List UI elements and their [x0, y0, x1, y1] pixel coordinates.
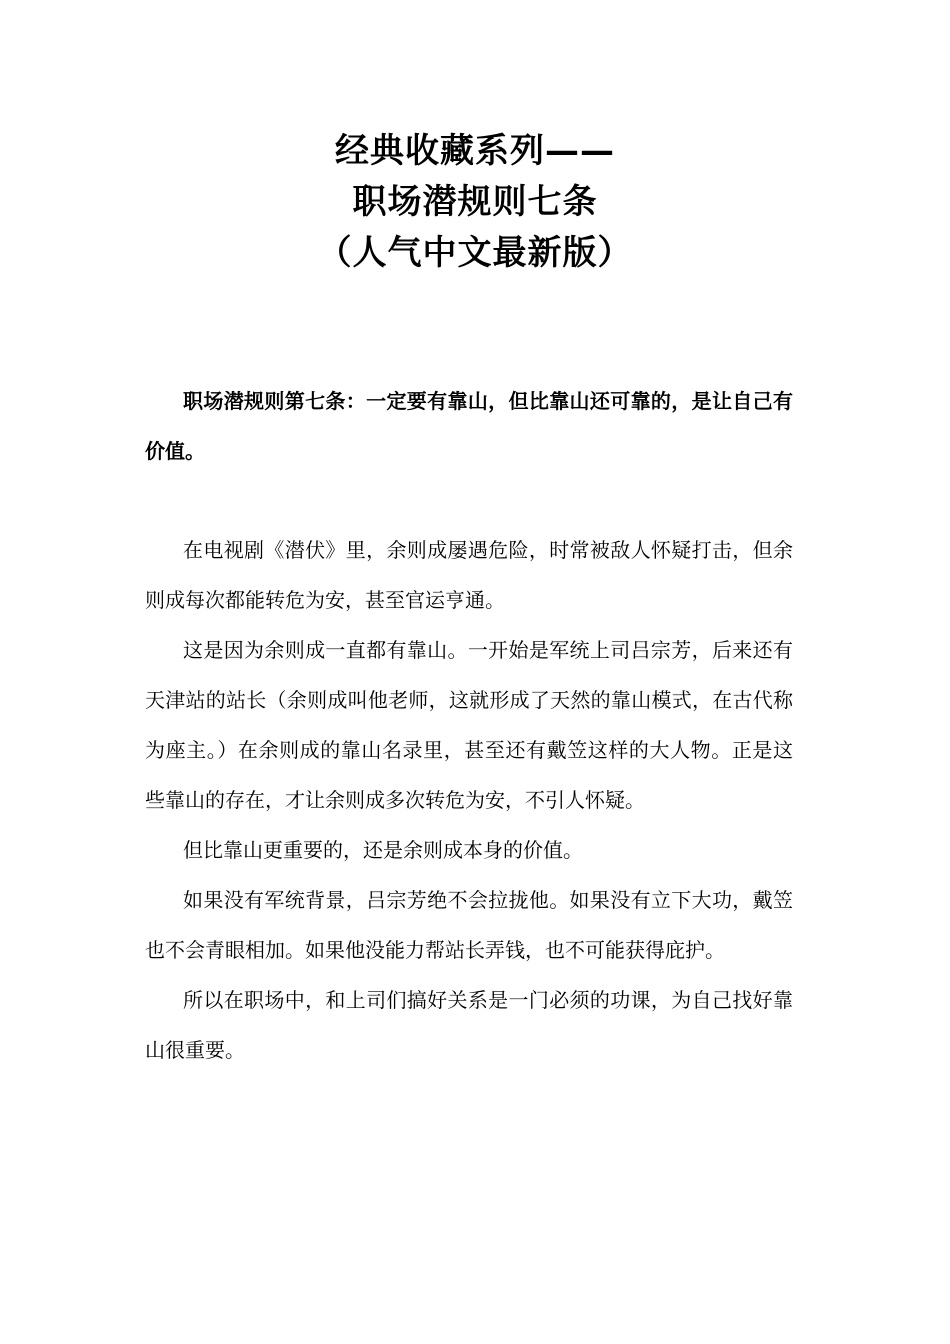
- title-line-main: 职场潜规则七条: [352, 182, 598, 222]
- paragraph: 如果没有军统背景，吕宗芳绝不会拉拢他。如果没有立下大功，戴笠也不会青眼相加。如果他没能力帮站长弄钱，也不可能获得庇护。: [145, 888, 793, 962]
- title-line-edition: （人气中文最新版）: [317, 233, 633, 273]
- paragraph: 这是因为余则成一直都有靠山。一开始是军统上司吕宗芳，后来还有天津站的站长（余则成叫他老师，这就形成了天然的靠山模式，在古代称为座主。）在余则成的靠山名录里，甚至还有戴笠这样的大人物。正是这些靠山的存在，才让余则成多次转危为安，不引人怀疑。: [145, 638, 793, 812]
- document-title: [0, 126, 950, 279]
- body-text: [145, 525, 793, 1075]
- paragraph: 但比靠山更重要的，还是余则成本身的价值。: [183, 838, 583, 862]
- lead-heading: 职场潜规则第七条：一定要有靠山，但比靠山还可靠的，是让自己有价值。: [145, 389, 793, 463]
- title-line-series: 经典收藏系列——: [335, 131, 615, 171]
- paragraph: 在电视剧《潜伏》里，余则成屡遇危险，时常被敌人怀疑打击，但余则成每次都能转危为安，甚至官运亨通。: [145, 538, 793, 612]
- paragraph: 所以在职场中，和上司们搞好关系是一门必须的功课，为自己找好靠山很重要。: [145, 988, 793, 1062]
